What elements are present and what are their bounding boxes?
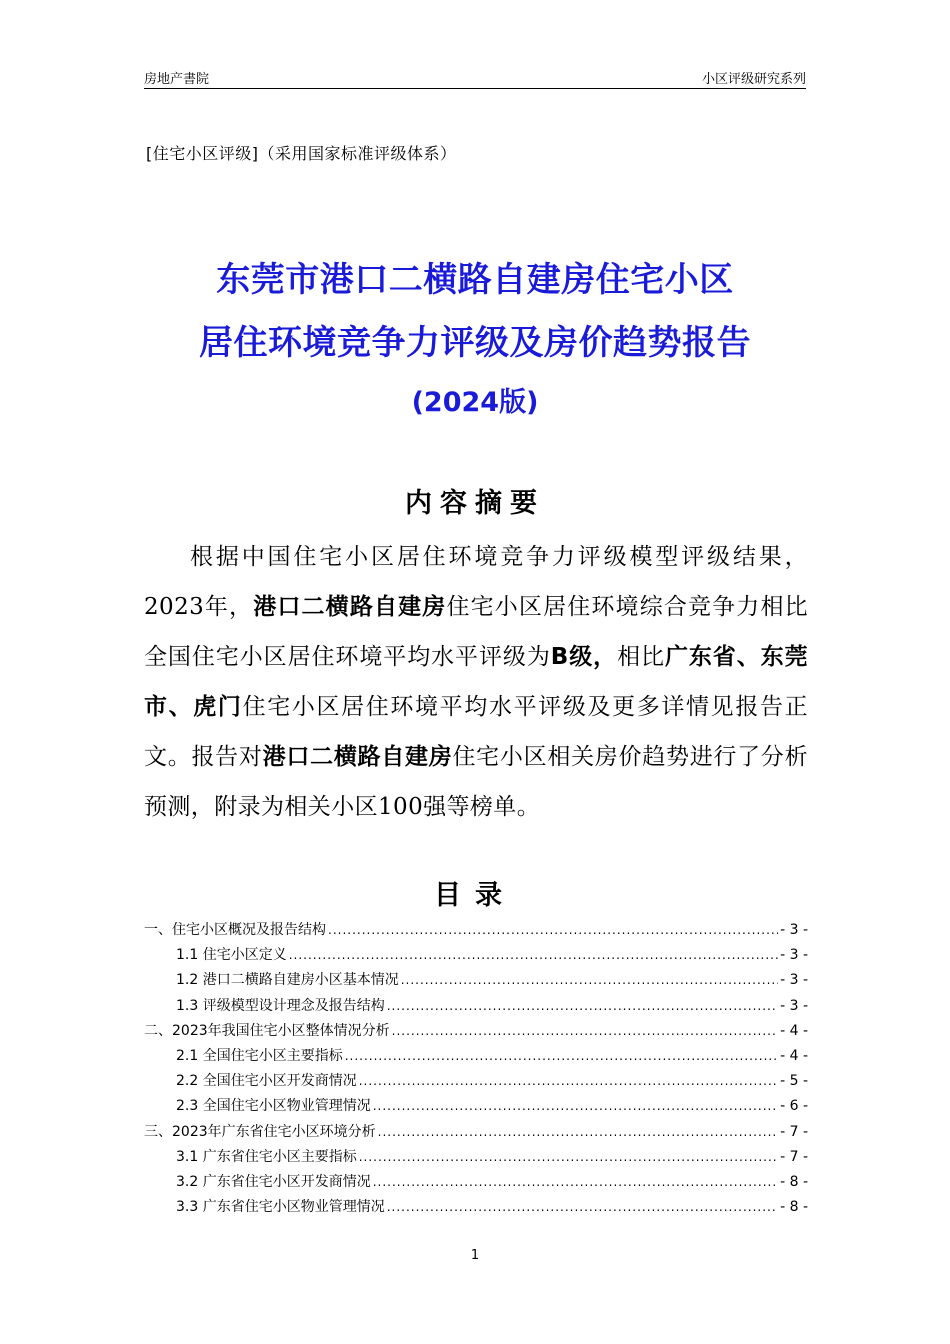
toc-entry-page: - 7 -: [780, 1123, 808, 1140]
report-edition: (2024版): [411, 387, 539, 418]
toc-entry-label: 1.3 评级模型设计理念及报告结构: [176, 997, 385, 1014]
toc-leader-dots: [289, 943, 778, 968]
report-title-line2: 居住环境竞争力评级及房价趋势报告: [199, 323, 751, 363]
toc-entry[interactable]: [144, 1120, 808, 1145]
toc-entry-page: - 4 -: [780, 1047, 808, 1064]
toc-entry-page: - 6 -: [780, 1098, 808, 1115]
abstract-text: 住宅小区相关房价趋势进行了分析预测，附录为相关小区100强等榜单。: [144, 744, 809, 820]
toc-entry[interactable]: [144, 968, 808, 993]
toc-leader-dots: [401, 968, 778, 993]
toc-entry[interactable]: [144, 1170, 808, 1195]
toc-entry-page: - 3 -: [780, 947, 808, 964]
toc-entry[interactable]: [144, 1145, 808, 1170]
toc-entry-page: - 3 -: [780, 972, 808, 989]
toc-leader-dots: [373, 1094, 778, 1119]
report-title-line1: 东莞市港口二横路自建房住宅小区: [216, 260, 734, 300]
toc-entry-label: 2.3 全国住宅小区物业管理情况: [176, 1098, 371, 1115]
toc-entry[interactable]: [144, 1094, 808, 1119]
header-series: 小区评级研究系列: [701, 72, 806, 87]
abstract-text: 住宅小区居住环境综合竞争力相比全国住宅小区居住环境平均水平评级为: [144, 594, 809, 670]
toc-entry[interactable]: [144, 943, 808, 968]
toc-entry-page: - 3 -: [780, 997, 808, 1014]
toc-entry-label: 2.2 全国住宅小区开发商情况: [176, 1073, 357, 1090]
toc-leader-dots: [373, 1170, 778, 1195]
toc-entry-page: - 8 -: [780, 1199, 808, 1216]
toc-leader-dots: [387, 994, 778, 1019]
toc-entry[interactable]: [144, 918, 808, 943]
toc-entry[interactable]: [144, 1019, 808, 1044]
report-category-tag: [住宅小区评级]（采用国家标准评级体系）: [146, 144, 457, 163]
abstract-text: 根据中国住宅小区居住环境竞争力评级模型评级结果，2023年，: [144, 544, 808, 620]
toc-entry-page: - 3 -: [780, 922, 808, 938]
abstract-body: [144, 532, 808, 832]
toc-leader-dots: [378, 1120, 778, 1145]
toc-entry[interactable]: [144, 1195, 808, 1220]
toc-leader-dots: [328, 918, 778, 943]
toc-entry-label: 3.2 广东省住宅小区开发商情况: [176, 1173, 371, 1190]
toc-entry-page: - 4 -: [780, 1022, 808, 1039]
abstract-heading: 内容摘要: [405, 488, 545, 519]
toc-entry-page: - 5 -: [780, 1073, 808, 1090]
page-header: [144, 66, 806, 89]
toc-entry-label: 一、住宅小区概况及报告结构: [144, 922, 326, 938]
toc-entry-page: - 7 -: [780, 1148, 808, 1165]
page-number: 1: [470, 1248, 480, 1263]
toc-entry-label: 1.1 住宅小区定义: [176, 947, 287, 964]
abstract-text: 相比: [617, 644, 665, 670]
toc-leader-dots: [359, 1145, 778, 1170]
toc-entry[interactable]: [144, 1069, 808, 1094]
toc-heading: 目录: [434, 880, 516, 911]
header-publisher: 房地产書院: [144, 72, 210, 87]
abstract-highlight: B级，: [550, 644, 618, 670]
toc-entry-label: 二、2023年我国住宅小区整体情况分析: [144, 1022, 390, 1039]
toc-entry-page: - 8 -: [780, 1173, 808, 1190]
toc-entry[interactable]: [144, 1044, 808, 1069]
abstract-highlight: 广东省、东莞市、虎门: [144, 644, 808, 720]
toc-leader-dots: [359, 1069, 778, 1094]
abstract-text: 住宅小区居住环境平均水平评级及更多详情见报告正文。报告对: [144, 694, 808, 770]
abstract-highlight: 港口二横路自建房: [262, 744, 453, 770]
toc-entry-label: 三、2023年广东省住宅小区环境分析: [144, 1123, 376, 1140]
toc-entry-label: 1.2 港口二横路自建房小区基本情况: [176, 972, 399, 989]
toc-leader-dots: [387, 1195, 778, 1220]
toc-entry[interactable]: [144, 994, 808, 1019]
toc-entry-label: 3.3 广东省住宅小区物业管理情况: [176, 1199, 385, 1216]
table-of-contents: [144, 918, 808, 1220]
toc-entry-label: 2.1 全国住宅小区主要指标: [176, 1047, 343, 1064]
toc-leader-dots: [345, 1044, 778, 1069]
toc-entry-label: 3.1 广东省住宅小区主要指标: [176, 1148, 357, 1165]
abstract-highlight: 港口二横路自建房: [253, 594, 447, 620]
toc-leader-dots: [392, 1019, 778, 1044]
